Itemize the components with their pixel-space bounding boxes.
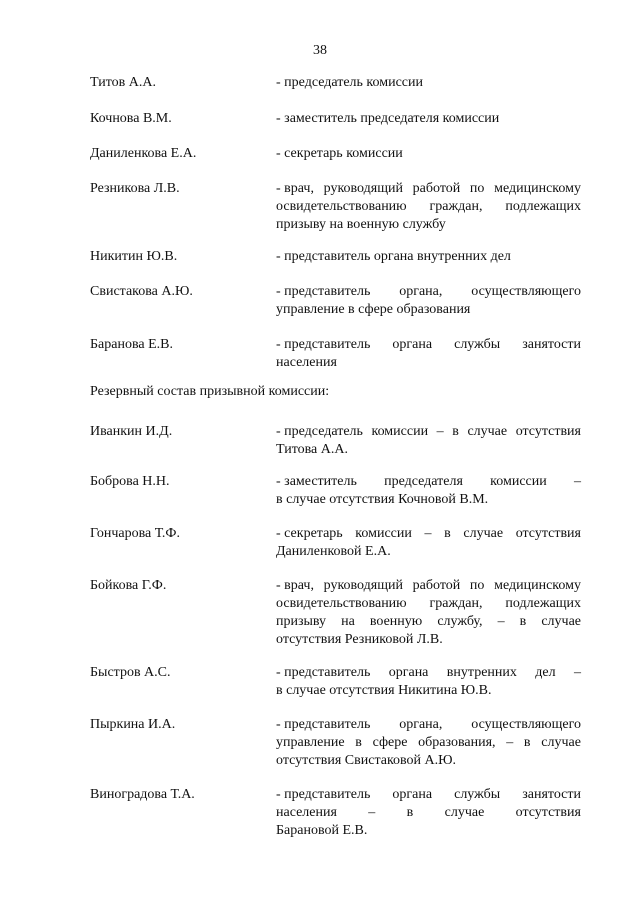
- role-word: - представитель: [276, 717, 371, 732]
- role-line: [276, 216, 581, 234]
- main-member-name: Титов А.А.: [90, 75, 156, 90]
- role-word: –: [424, 526, 432, 541]
- role-word: занятости: [522, 787, 581, 802]
- reserve-member-name: Пыркина И.А.: [90, 717, 176, 732]
- reserve-member-name: Бойкова Г.Ф.: [90, 578, 167, 593]
- role-line: [276, 822, 581, 840]
- role-word: секретарь: [284, 146, 343, 161]
- role-word: случае: [541, 735, 581, 750]
- main-member-name: Резникова Л.В.: [90, 181, 180, 196]
- role-word: освидетельствованию: [276, 596, 407, 611]
- role-word: дел: [535, 665, 556, 680]
- role-word: органа,: [399, 284, 443, 299]
- main-member-role: [276, 283, 581, 319]
- role-word: -: [276, 111, 281, 126]
- role-word: - председатель: [276, 424, 363, 439]
- role-word: Даниленковой Е.А.: [276, 544, 391, 559]
- role-word: медицинскому: [494, 578, 581, 593]
- role-line: [276, 525, 581, 543]
- main-member-role: [276, 110, 581, 128]
- role-word: случае: [541, 614, 581, 629]
- role-word: занятости: [522, 337, 581, 352]
- role-word: работой: [412, 181, 461, 196]
- reserve-member-role: [276, 525, 581, 561]
- role-line: [276, 145, 581, 163]
- role-word: службу,: [437, 614, 483, 629]
- main-member-name: Кочнова В.М.: [90, 111, 172, 126]
- role-word: в: [519, 614, 527, 629]
- role-word: –: [574, 665, 581, 680]
- role-word: председателя: [384, 474, 463, 489]
- role-word: случае: [463, 526, 504, 541]
- role-word: работой: [412, 578, 461, 593]
- role-word: по: [469, 181, 485, 196]
- role-line: [276, 180, 581, 198]
- role-word: на: [341, 614, 355, 629]
- role-word: управление: [276, 735, 345, 750]
- role-word: внутренних: [446, 665, 517, 680]
- role-word: - врач,: [276, 181, 314, 196]
- role-line: [276, 491, 581, 509]
- reserve-member-role: [276, 577, 581, 649]
- role-word: органа: [392, 337, 433, 352]
- role-line: [276, 423, 581, 441]
- role-word: - представитель органа внутренних дел: [276, 249, 511, 264]
- role-word: –: [574, 474, 581, 489]
- main-member-name: Даниленкова Е.А.: [90, 146, 197, 161]
- role-word: осуществляющего: [471, 717, 581, 732]
- role-word: органа,: [399, 717, 443, 732]
- role-line: [276, 577, 581, 595]
- role-word: в: [355, 735, 362, 750]
- role-word: службы: [454, 787, 501, 802]
- role-word: - врач,: [276, 578, 314, 593]
- role-line: [276, 613, 581, 631]
- reserve-member-name: Иванкин И.Д.: [90, 424, 173, 439]
- role-line: [276, 283, 581, 301]
- role-word: призыву: [276, 614, 327, 629]
- role-word: комиссии: [346, 146, 403, 161]
- reserve-member-role: [276, 423, 581, 459]
- role-line: [276, 543, 581, 561]
- role-word: отсутствия: [515, 526, 581, 541]
- role-word: комиссии: [442, 111, 500, 126]
- role-word: в случае отсутствия Никитина Ю.В.: [276, 683, 492, 698]
- reserve-member-name: Боброва Н.Н.: [90, 474, 170, 489]
- role-line: [276, 74, 581, 92]
- role-word: населения: [276, 805, 337, 820]
- role-line: [276, 198, 581, 216]
- role-word: руководящий: [323, 181, 403, 196]
- role-word: в: [452, 424, 459, 439]
- role-word: комиссии: [355, 526, 412, 541]
- role-word: комиссии: [490, 474, 547, 489]
- role-line: [276, 734, 581, 752]
- reserve-member-role: [276, 716, 581, 770]
- role-word: –: [368, 805, 376, 820]
- role-word: военную: [369, 614, 423, 629]
- role-word: председателя: [360, 111, 440, 126]
- role-word: случае: [444, 805, 485, 820]
- role-word: - представитель: [276, 284, 371, 299]
- main-member-role: [276, 74, 581, 92]
- role-line: [276, 804, 581, 822]
- role-word: –: [506, 735, 514, 750]
- role-word: комиссии: [366, 75, 424, 90]
- main-member-role: [276, 248, 581, 266]
- role-word: -: [276, 75, 281, 90]
- role-word: органа: [392, 787, 433, 802]
- role-line: [276, 473, 581, 491]
- main-member-name: Никитин Ю.В.: [90, 249, 178, 264]
- page-number: 38: [313, 43, 327, 58]
- role-word: населения: [276, 355, 337, 370]
- role-word: в: [444, 526, 451, 541]
- role-word: управление в сфере образования: [276, 302, 471, 317]
- role-word: –: [436, 424, 444, 439]
- role-word: подлежащих: [505, 596, 581, 611]
- role-line: [276, 441, 581, 459]
- role-line: [276, 682, 581, 700]
- role-word: по: [469, 578, 485, 593]
- role-word: -: [276, 146, 281, 161]
- role-word: медицинскому: [494, 181, 581, 196]
- reserve-member-role: [276, 664, 581, 700]
- role-word: в: [406, 805, 414, 820]
- role-word: граждан,: [429, 596, 483, 611]
- role-word: - представитель: [276, 665, 371, 680]
- role-line: [276, 301, 581, 319]
- role-word: - представитель: [276, 337, 371, 352]
- role-word: отсутствия Резниковой Л.В.: [276, 632, 443, 647]
- role-line: [276, 631, 581, 649]
- role-line: [276, 664, 581, 682]
- role-word: службы: [454, 337, 501, 352]
- reserve-member-name: Гончарова Т.Ф.: [90, 526, 180, 541]
- role-word: заместитель: [284, 111, 357, 126]
- role-word: - заместитель: [276, 474, 357, 489]
- role-line: [276, 595, 581, 613]
- role-word: - секретарь: [276, 526, 343, 541]
- reserve-member-name: Быстров А.С.: [90, 665, 171, 680]
- role-word: призыву на военную службу: [276, 217, 446, 232]
- main-member-name: Свистакова А.Ю.: [90, 284, 193, 299]
- role-word: Барановой Е.В.: [276, 823, 368, 838]
- role-word: руководящий: [323, 578, 403, 593]
- role-word: комиссии: [371, 424, 429, 439]
- role-word: сфере: [372, 735, 408, 750]
- role-line: [276, 752, 581, 770]
- role-word: отсутствия: [515, 424, 581, 439]
- role-word: подлежащих: [505, 199, 581, 214]
- main-member-role: [276, 180, 581, 234]
- role-word: граждан,: [429, 199, 483, 214]
- role-word: органа: [388, 665, 429, 680]
- role-word: отсутствия: [515, 805, 581, 820]
- role-word: образования,: [418, 735, 496, 750]
- main-member-name: Баранова Е.В.: [90, 337, 173, 352]
- role-line: [276, 786, 581, 804]
- role-word: в: [523, 735, 531, 750]
- role-line: [276, 248, 581, 266]
- role-word: –: [497, 614, 505, 629]
- reserve-member-role: [276, 473, 581, 509]
- role-line: [276, 716, 581, 734]
- role-line: [276, 354, 581, 372]
- reserve-member-role: [276, 786, 581, 840]
- reserve-member-name: Виноградова Т.А.: [90, 787, 195, 802]
- role-word: - представитель: [276, 787, 371, 802]
- role-word: случае: [467, 424, 508, 439]
- role-word: в случае отсутствия Кочновой В.М.: [276, 492, 489, 507]
- role-word: освидетельствованию: [276, 199, 407, 214]
- role-line: [276, 110, 581, 128]
- reserve-section-title: Резервный состав призывной комиссии:: [90, 384, 330, 399]
- role-line: [276, 336, 581, 354]
- role-word: отсутствия Свистаковой А.Ю.: [276, 753, 457, 768]
- role-word: Титова А.А.: [276, 442, 348, 457]
- role-word: председатель: [284, 75, 363, 90]
- main-member-role: [276, 336, 581, 372]
- main-member-role: [276, 145, 581, 163]
- role-word: осуществляющего: [471, 284, 581, 299]
